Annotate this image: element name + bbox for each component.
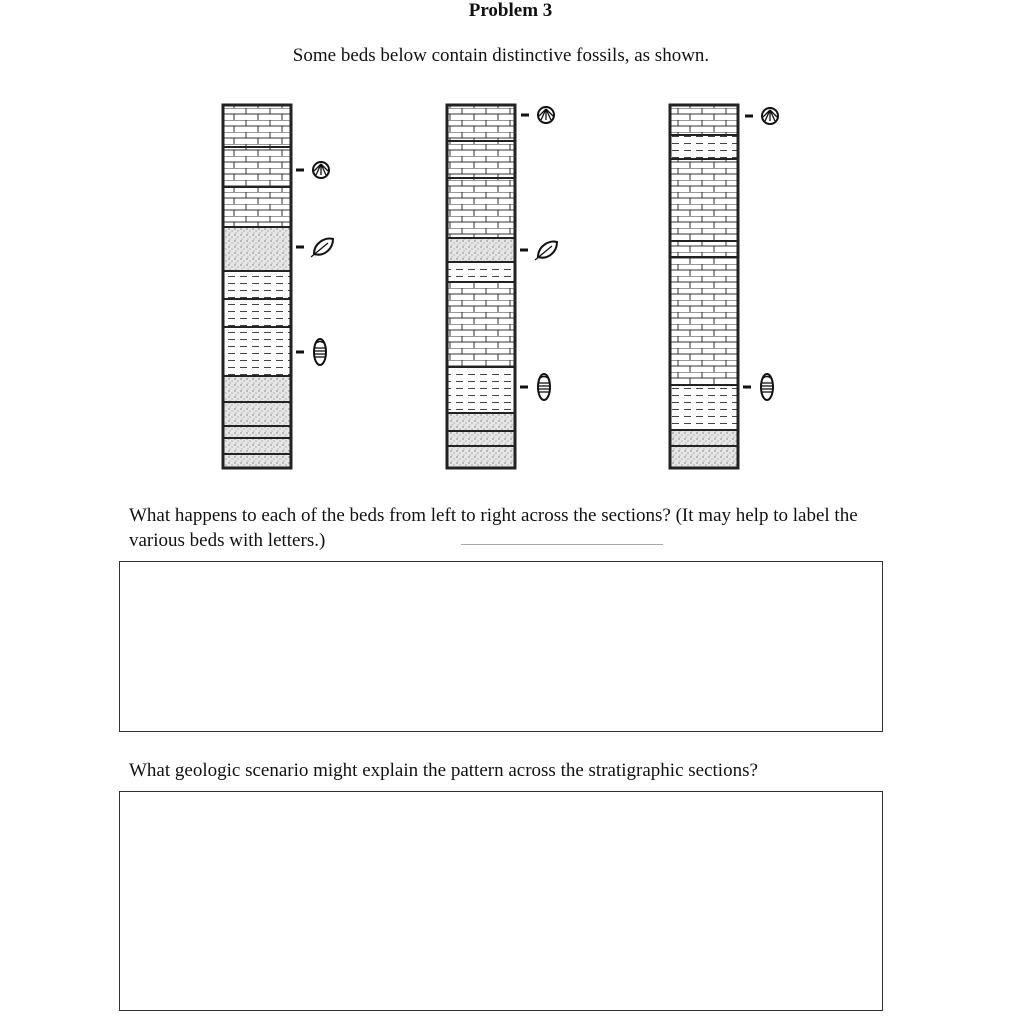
bed	[223, 327, 291, 376]
bed	[223, 402, 291, 426]
bed	[670, 241, 738, 257]
answer-box-1[interactable]	[119, 561, 883, 732]
bed	[447, 262, 515, 282]
answer-blank-line	[461, 544, 663, 545]
stratigraphic-columns	[0, 0, 1021, 480]
bed	[223, 438, 291, 454]
trilobite-icon	[296, 339, 326, 365]
bed	[223, 454, 291, 468]
bed	[670, 430, 738, 446]
bed	[223, 105, 291, 147]
shell-icon	[296, 162, 329, 178]
shell-icon	[745, 108, 778, 124]
intro-text: Some beds below contain distinctive fossils, as shown.	[292, 45, 710, 66]
bed	[447, 431, 515, 446]
bed	[447, 105, 515, 141]
question-2: What geologic scenario might explain the pattern across the stratigraphic sections?	[129, 760, 758, 781]
bed	[447, 238, 515, 262]
bed	[223, 376, 291, 402]
bed	[447, 446, 515, 468]
bed	[447, 178, 515, 238]
bed	[223, 227, 291, 271]
bed	[223, 271, 291, 299]
bed	[223, 147, 291, 187]
bed	[447, 367, 515, 413]
answer-box-2[interactable]	[119, 791, 883, 1011]
right-section	[670, 105, 778, 468]
leaf-icon	[296, 239, 333, 257]
bed	[670, 135, 738, 159]
bed	[447, 282, 515, 367]
left-section	[223, 105, 333, 468]
bed	[670, 105, 738, 135]
page-title: Problem 3	[468, 0, 553, 21]
bed	[670, 257, 738, 385]
bed	[670, 159, 738, 241]
trilobite-icon	[743, 374, 773, 400]
bed	[447, 413, 515, 431]
bed	[223, 299, 291, 327]
bed	[223, 426, 291, 438]
bed	[223, 187, 291, 227]
bed	[447, 141, 515, 178]
trilobite-icon	[520, 374, 550, 400]
shell-icon	[521, 107, 554, 123]
question-1: What happens to each of the beds from left to right across the sections? (It may help to label the various beds with letters.)	[129, 505, 858, 551]
middle-section	[447, 105, 557, 468]
bed	[670, 446, 738, 468]
bed	[670, 385, 738, 430]
leaf-icon	[520, 242, 557, 260]
